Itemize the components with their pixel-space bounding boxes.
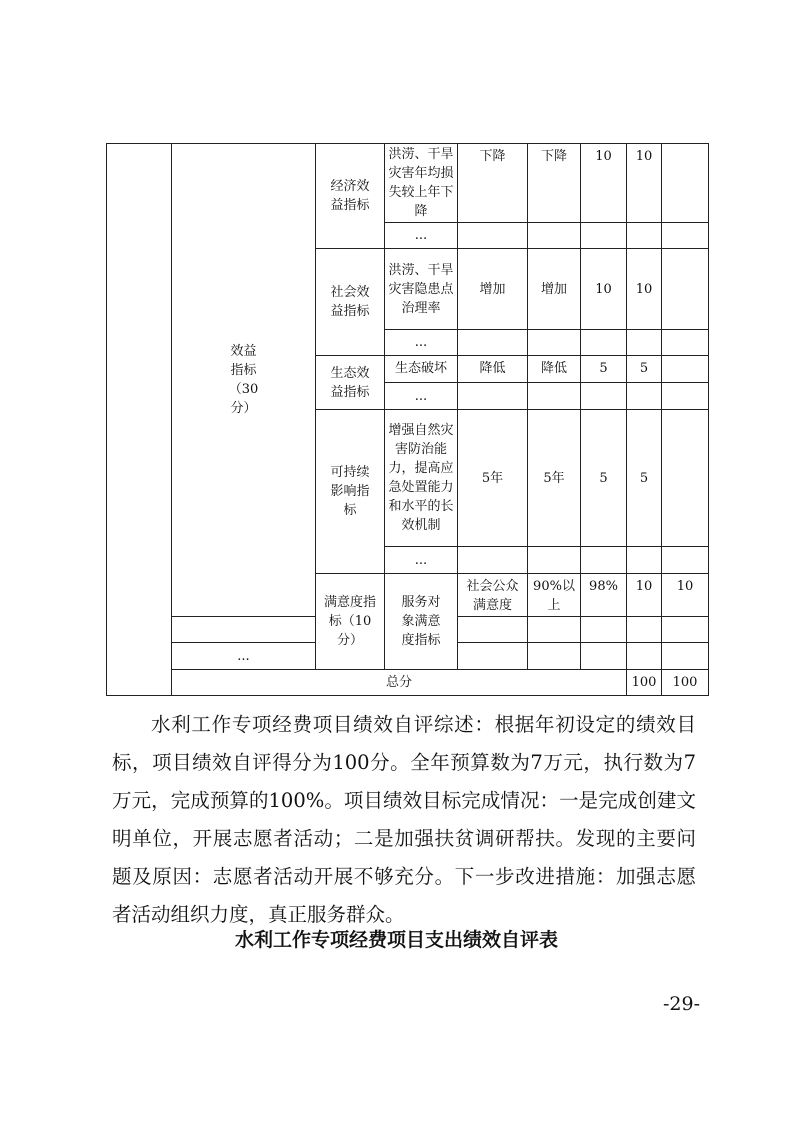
category-cell: 效益指标（30分） xyxy=(172,144,316,617)
indicator-cell: 洪涝、干旱灾害年均损失较上年下降 xyxy=(385,144,458,223)
remark-cell xyxy=(662,144,709,223)
actual-cell: 降低 xyxy=(528,356,581,383)
target-cell: 降低 xyxy=(458,356,528,383)
target-cell: 5年 xyxy=(458,410,528,547)
indicator-cell: 社会公众满意度 xyxy=(458,574,528,617)
weight-cell: 10 xyxy=(581,249,627,330)
actual-cell xyxy=(528,643,581,670)
score-cell xyxy=(627,547,662,574)
score-cell xyxy=(627,330,662,356)
score-cell: 5 xyxy=(627,410,662,547)
remark-cell xyxy=(662,547,709,574)
remark-cell xyxy=(662,643,709,670)
score-cell xyxy=(627,617,662,643)
total-label-cell: 总分 xyxy=(172,670,627,696)
indicator-cell: ... xyxy=(172,643,316,670)
weight-cell: 10 xyxy=(581,144,627,223)
weight-cell xyxy=(581,617,627,643)
actual-cell xyxy=(528,383,581,410)
target-cell xyxy=(458,547,528,574)
remark-cell xyxy=(662,249,709,330)
indicator-cell: ... xyxy=(385,330,458,356)
score-cell: 10 xyxy=(627,249,662,330)
subcategory-cell: 生态效益指标 xyxy=(316,356,385,410)
actual-cell xyxy=(528,617,581,643)
score-cell xyxy=(627,643,662,670)
weight-cell xyxy=(581,643,627,670)
target-cell: 90%以上 xyxy=(528,574,581,617)
indicator-cell: 生态破坏 xyxy=(385,356,458,383)
weight-cell: 5 xyxy=(581,356,627,383)
summary-paragraph xyxy=(112,706,696,934)
remark-cell xyxy=(662,617,709,643)
indicator-cell: ... xyxy=(385,383,458,410)
actual-cell: 5年 xyxy=(528,410,581,547)
actual-cell xyxy=(528,330,581,356)
indicator-cell: ... xyxy=(385,547,458,574)
target-cell xyxy=(458,643,528,670)
subcategory-cell: 可持续影响指标 xyxy=(316,410,385,574)
remark-cell xyxy=(662,330,709,356)
subcategory-cell: 经济效益指标 xyxy=(316,144,385,249)
indicator-cell xyxy=(172,617,316,643)
actual-cell xyxy=(528,547,581,574)
total-score-cell: 100 xyxy=(662,670,709,696)
total-row xyxy=(107,670,709,696)
weight-cell: 5 xyxy=(581,410,627,547)
weight-cell xyxy=(581,223,627,249)
remark-cell xyxy=(662,356,709,383)
actual-cell: 下降 xyxy=(528,144,581,223)
target-cell xyxy=(458,617,528,643)
indicator-cell: 洪涝、干旱灾害隐患点治理率 xyxy=(385,249,458,330)
remark-cell xyxy=(662,223,709,249)
actual-cell: 98% xyxy=(581,574,627,617)
blank-cell xyxy=(107,144,172,696)
indicator-cell: ... xyxy=(385,223,458,249)
summary-text: 水利工作专项经费项目绩效自评综述：根据年初设定的绩效目标，项目绩效自评得分为100分。全年预算数为7万元，执行数为7万元，完成预算的100%。项目绩效目标完成情况：一是完成创建文明单位，开展志愿者活动；二是加强扶贫调研帮扶。发现的主要问题及原因：志愿者活动开展不够充分。下一步改进措施：加强志愿者活动组织力度，真正服务群众。 xyxy=(112,713,696,926)
target-cell xyxy=(458,330,528,356)
remark-cell xyxy=(662,383,709,410)
target-cell: 下降 xyxy=(458,144,528,223)
score-cell: 5 xyxy=(627,356,662,383)
satisfaction-category-cell: 满意度指标（10分） xyxy=(316,574,385,670)
weight-cell xyxy=(581,547,627,574)
weight-cell xyxy=(581,383,627,410)
remark-cell xyxy=(662,410,709,547)
subcategory-cell: 服务对象满意度指标 xyxy=(385,574,458,670)
weight-cell: 10 xyxy=(627,574,662,617)
target-cell: 增加 xyxy=(458,249,528,330)
actual-cell: 增加 xyxy=(528,249,581,330)
target-cell xyxy=(458,383,528,410)
target-cell xyxy=(458,223,528,249)
weight-cell xyxy=(581,330,627,356)
score-cell xyxy=(627,223,662,249)
page-number: -29- xyxy=(662,993,700,1015)
actual-cell xyxy=(528,223,581,249)
table-row xyxy=(107,144,709,223)
score-cell: 10 xyxy=(627,144,662,223)
score-cell xyxy=(627,383,662,410)
performance-table xyxy=(106,143,709,696)
subcategory-cell: 社会效益指标 xyxy=(316,249,385,356)
indicator-cell: 增强自然灾害防治能力，提高应急处置能力和水平的长效机制 xyxy=(385,410,458,547)
score-cell: 10 xyxy=(662,574,709,617)
total-weight-cell: 100 xyxy=(627,670,662,696)
section-title: 水利工作专项经费项目支出绩效自评表 xyxy=(234,929,558,951)
